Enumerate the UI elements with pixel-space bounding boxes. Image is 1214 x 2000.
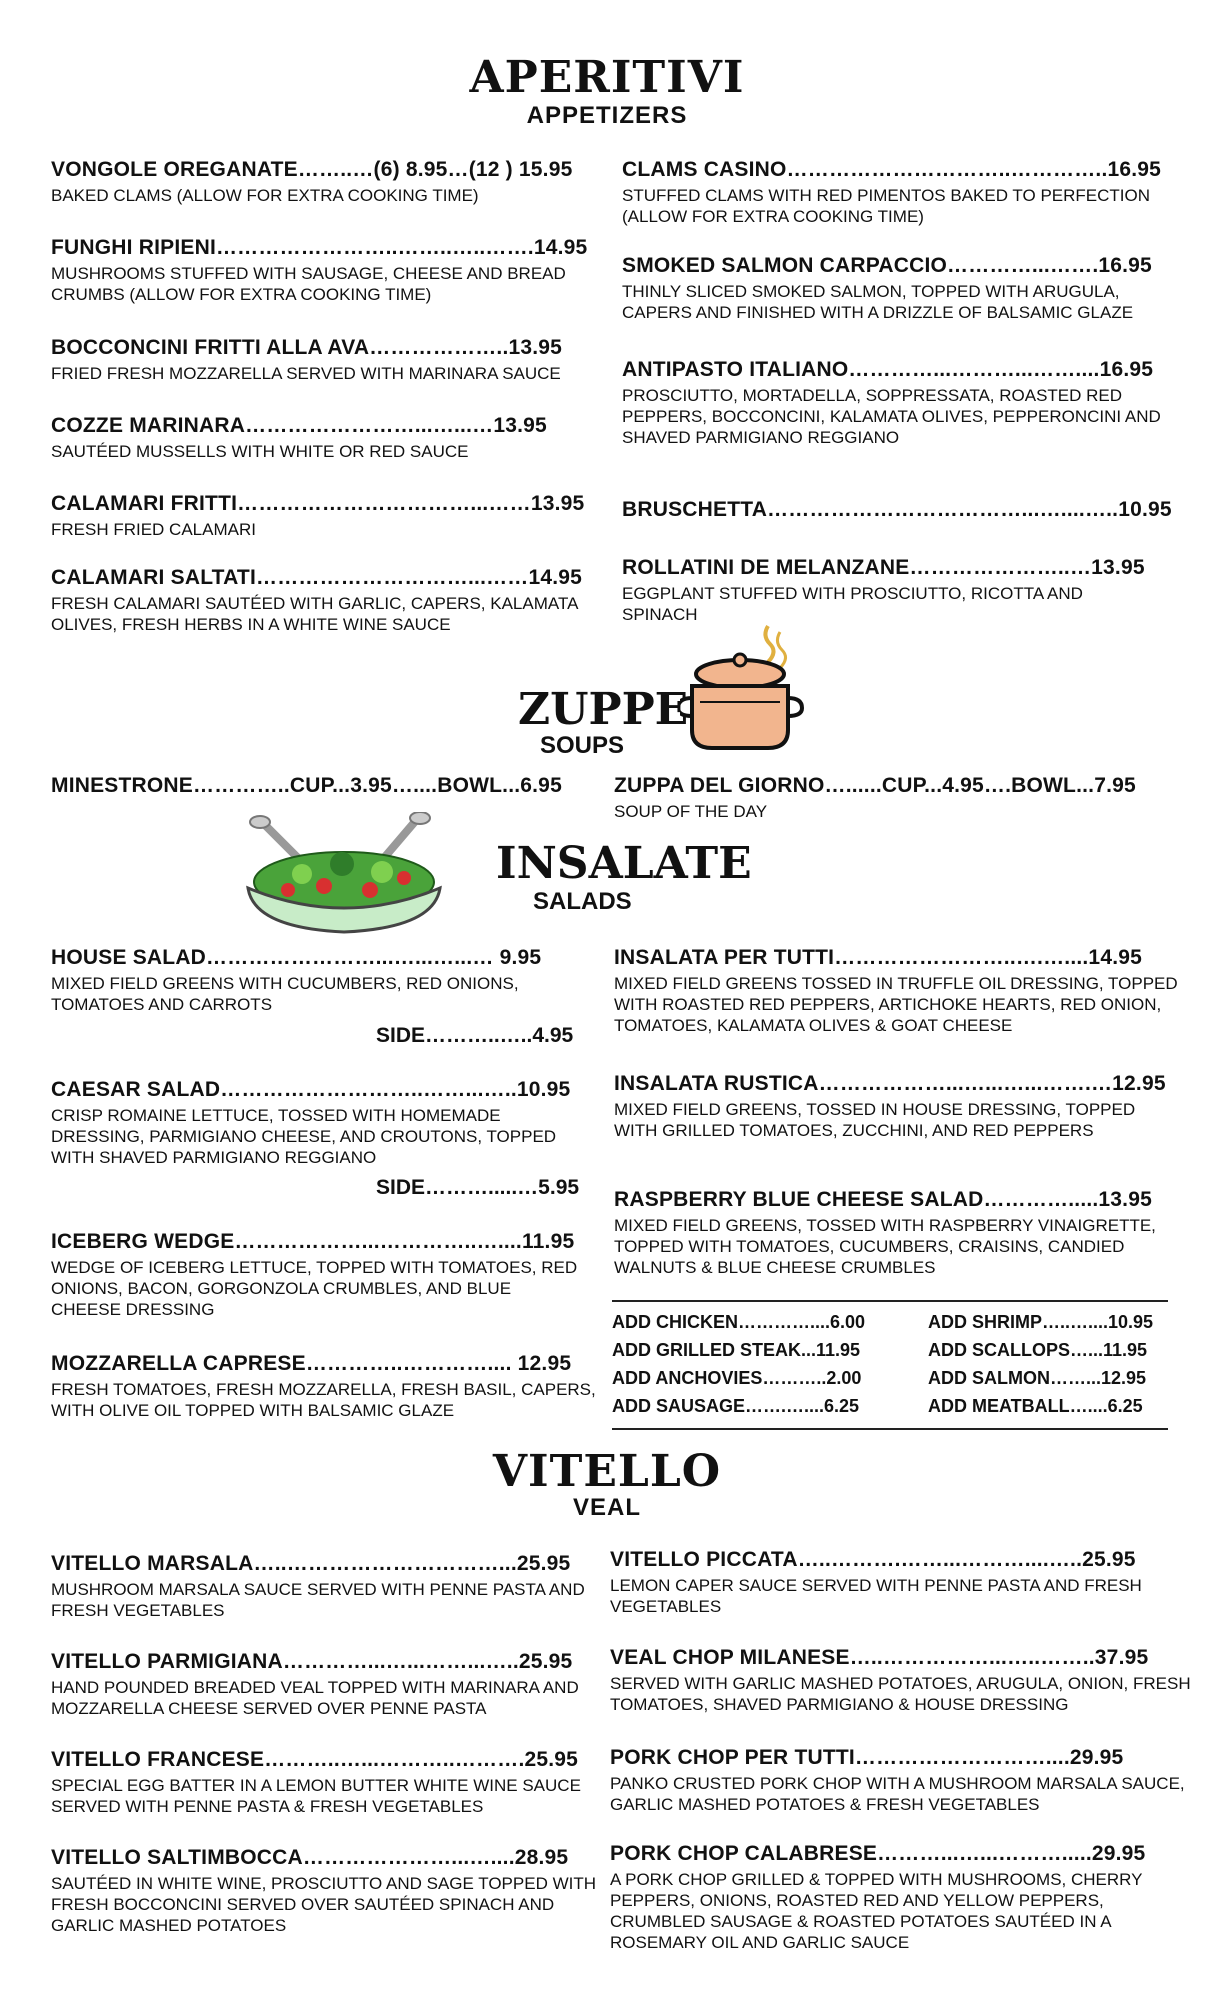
menu-item bbox=[614, 1188, 1194, 1278]
item-desc: MIXED FIELD GREENS TOSSED IN TRUFFLE OIL DRESSING, TOPPED WITH ROASTED RED PEPPERS, ARTICHOKE HEARTS, RED ONION, TOMATOES, KALAMATA OLIVES & GOAT CHEESE bbox=[614, 974, 1178, 1035]
item-name: HOUSE SALAD……………………...…...…...… 9.95 bbox=[51, 946, 542, 969]
item-name: VITELLO MARSALA…..…………………………...25.95 bbox=[51, 1552, 571, 1575]
item-name: CAESAR SALAD………………………..……...…..10.95 bbox=[51, 1078, 571, 1101]
item-desc: MIXED FIELD GREENS, TOSSED WITH RASPBERRY VINAIGRETTE, TOPPED WITH TOMATOES, CUCUMBERS, CRAISINS, CANDIED WALNUTS & BLUE CHEESE CRUMBLES bbox=[614, 1216, 1156, 1277]
zuppe-title: ZUPPE bbox=[518, 684, 689, 735]
addon-item: ADD MEATBALL…....6.25 bbox=[928, 1396, 1143, 1416]
menu-item bbox=[51, 1078, 571, 1168]
item-desc: MIXED FIELD GREENS, TOSSED IN HOUSE DRESSING, TOPPED WITH GRILLED TOMATOES, ZUCCHINI, AND RED PEPPERS bbox=[614, 1100, 1136, 1140]
menu-item bbox=[51, 336, 611, 384]
vitello-subtitle: VEAL bbox=[572, 1494, 641, 1521]
insalate-subtitle: SALADS bbox=[533, 888, 632, 915]
addon-item: ADD SCALLOPS…...11.95 bbox=[928, 1340, 1148, 1360]
item-name: SMOKED SALMON CARPACCIO…………...…….16.95 bbox=[622, 254, 1152, 277]
item-name: MINESTRONE…………..CUP...3.95…....BOWL...6.95 bbox=[51, 774, 562, 797]
item-desc: LEMON CAPER SAUCE SERVED WITH PENNE PASTA AND FRESH VEGETABLES bbox=[610, 1576, 1142, 1616]
item-name: INSALATA PER TUTTI……………………..….…....14.95 bbox=[614, 946, 1142, 969]
item-name: CALAMARI SALTATI…………………………...……14.95 bbox=[51, 566, 583, 589]
item-desc: FRIED FRESH MOZZARELLA SERVED WITH MARINARA SAUCE bbox=[51, 364, 561, 383]
item-desc: FRESH TOMATOES, FRESH MOZZARELLA, FRESH BASIL, CAPERS, WITH OLIVE OIL TOPPED WITH BALSAMIC GLAZE bbox=[51, 1380, 596, 1420]
addon-item: ADD GRILLED STEAK...11.95 bbox=[612, 1340, 861, 1360]
zuppe-subtitle: SOUPS bbox=[540, 732, 625, 759]
item-name: COZZE MARINARA……………………...…...…13.95 bbox=[51, 414, 547, 437]
addon-item: ADD ANCHOVIES………..2.00 bbox=[612, 1368, 862, 1388]
insalate-title: INSALATE bbox=[496, 838, 752, 889]
soup-pot-icon bbox=[680, 622, 810, 760]
item-desc: PANKO CRUSTED PORK CHOP WITH A MUSHROOM MARSALA SAUCE, GARLIC MASHED POTATOES & FRESH VEGETABLES bbox=[610, 1774, 1185, 1814]
menu-item bbox=[51, 1748, 611, 1817]
menu-item bbox=[51, 1650, 611, 1719]
item-desc: BAKED CLAMS (ALLOW FOR EXTRA COOKING TIME) bbox=[51, 186, 479, 205]
item-name: ANTIPASTO ITALIANO…………...………...……....16.95 bbox=[622, 358, 1154, 381]
item-desc: WEDGE OF ICEBERG LETTUCE, TOPPED WITH TOMATOES, RED ONIONS, BACON, GORGONZOLA CRUMBLES, AND BLUE CHEESE DRESSING bbox=[51, 1258, 578, 1319]
item-name: ZUPPA DEL GIORNO…......CUP...4.95….BOWL...7.95 bbox=[614, 774, 1136, 797]
item-desc: SAUTÉED MUSSELLS WITH WHITE OR RED SAUCE bbox=[51, 442, 469, 461]
menu-item bbox=[622, 556, 1145, 625]
item-desc: MUSHROOMS STUFFED WITH SAUSAGE, CHEESE AND BREAD CRUMBS (ALLOW FOR EXTRA COOKING TIME) bbox=[51, 264, 566, 304]
item-desc: HAND POUNDED BREADED VEAL TOPPED WITH MARINARA AND MOZZARELLA CHEESE SERVED OVER PENNE PASTA bbox=[51, 1678, 579, 1718]
item-name: CLAMS CASINO…………………………..…………..16.95 bbox=[622, 158, 1162, 181]
item-name: ROLLATINI DE MELANZANE…………………..…13.95 bbox=[622, 556, 1145, 579]
addon-item: ADD SALMON……...12.95 bbox=[928, 1368, 1147, 1388]
item-name: VONGOLE OREGANATE……..…(6) 8.95…(12 ) 15.95 bbox=[51, 158, 573, 181]
aperitivi-title: APERITIVI bbox=[469, 52, 745, 103]
item-name: VITELLO FRANCESE………..…...………..……….25.95 bbox=[51, 1748, 579, 1771]
item-desc: SERVED WITH GARLIC MASHED POTATOES, ARUGULA, ONION, FRESH TOMATOES, SHAVED PARMIGIANO & HOUSE DRESSING bbox=[610, 1674, 1191, 1714]
item-desc: A PORK CHOP GRILLED & TOPPED WITH MUSHROOMS, CHERRY PEPPERS, ONIONS, ROASTED RED AND YELLOW PEPPERS, CRUMBLED SAUSAGE & ROASTED POTATOES SAUTÉED IN A ROSEMARY OIL AND GARLIC SAUCE bbox=[610, 1870, 1143, 1952]
item-name: MOZZARELLA CAPRESE…………..………….... 12.95 bbox=[51, 1352, 572, 1375]
menu-item bbox=[610, 1842, 1194, 1953]
menu-item bbox=[51, 236, 588, 305]
menu-item bbox=[51, 1352, 611, 1421]
item-name: VITELLO PARMIGIANA…………...…...……...…..25.95 bbox=[51, 1650, 573, 1673]
item-desc: THINLY SLICED SMOKED SALMON, TOPPED WITH ARUGULA, CAPERS AND FINISHED WITH A DRIZZLE OF BALSAMIC GLAZE bbox=[622, 282, 1134, 322]
menu-item bbox=[622, 498, 1192, 522]
menu-item bbox=[622, 254, 1192, 323]
item-name: VITELLO PICCATA…..……….……...………....…..25.95 bbox=[610, 1548, 1136, 1571]
item-name: BOCCONCINI FRITTI ALLA AVA………………..13.95 bbox=[51, 336, 563, 359]
item-desc: PROSCIUTTO, MORTADELLA, SOPPRESSATA, ROASTED RED PEPPERS, BOCCONCINI, KALAMATA OLIVES, PEPPERONCINI AND SHAVED PARMIGIANO REGGIANO bbox=[622, 386, 1161, 447]
menu-item bbox=[614, 946, 1194, 1036]
menu-item bbox=[51, 946, 611, 1015]
vitello-title: VITELLO bbox=[492, 1446, 722, 1497]
item-desc: FRESH FRIED CALAMARI bbox=[51, 520, 256, 539]
item-name: VEAL CHOP MILANESE…..……………...…..……..37.95 bbox=[610, 1646, 1149, 1669]
item-desc: EGGPLANT STUFFED WITH PROSCIUTTO, RICOTTA AND SPINACH bbox=[622, 584, 1083, 624]
side-price: SIDE……….....…5.95 bbox=[376, 1176, 580, 1199]
item-name: BRUSCHETTA………………………………...…....…..10.95 bbox=[622, 498, 1172, 521]
menu-item bbox=[51, 566, 611, 635]
addon-item: ADD SHRIMP…..…....10.95 bbox=[928, 1312, 1154, 1332]
item-name: CALAMARI FRITTI……………………………...……13.95 bbox=[51, 492, 585, 515]
menu-item bbox=[610, 1746, 1194, 1815]
item-desc: SAUTÉED IN WHITE WINE, PROSCIUTTO AND SAGE TOPPED WITH FRESH BOCCONCINI SERVED OVER SAUTÉED SPINACH AND GARLIC MASHED POTATOES bbox=[51, 1874, 597, 1935]
menu-item bbox=[622, 358, 1192, 448]
menu-item bbox=[51, 1552, 591, 1621]
menu-item bbox=[610, 1646, 1194, 1715]
menu-item bbox=[51, 774, 611, 798]
menu-item bbox=[614, 774, 1194, 822]
item-name: PORK CHOP CALABRESE………...…...……….....29.95 bbox=[610, 1842, 1146, 1865]
item-desc: SPECIAL EGG BATTER IN A LEMON BUTTER WHITE WINE SAUCE SERVED WITH PENNE PASTA & FRESH VEGETABLES bbox=[51, 1776, 581, 1816]
item-name: RASPBERRY BLUE CHEESE SALAD………….....13.95 bbox=[614, 1188, 1152, 1211]
salad-bowl-icon bbox=[232, 812, 456, 942]
item-name: VITELLO SALTIMBOCCA…………………...…....28.95 bbox=[51, 1846, 569, 1869]
aperitivi-subtitle: APPETIZERS bbox=[526, 102, 688, 129]
item-name: PORK CHOP PER TUTTI………………………....29.95 bbox=[610, 1746, 1124, 1769]
addons-bottom-rule bbox=[612, 1428, 1168, 1430]
menu-item bbox=[51, 158, 611, 206]
addon-item: ADD CHICKEN…………....6.00 bbox=[612, 1312, 866, 1332]
addon-item: ADD SAUSAGE…….…....6.25 bbox=[612, 1396, 860, 1416]
item-name: INSALATA RUSTICA………………...…...…...…….…12.95 bbox=[614, 1072, 1166, 1095]
item-name: ICEBERG WEDGE………………...…………..…....11.95 bbox=[51, 1230, 575, 1253]
menu-item bbox=[614, 1072, 1174, 1141]
item-name: FUNGHI RIPIENI……………………..……..…..…….14.95 bbox=[51, 236, 588, 259]
side-price: SIDE………..…..4.95 bbox=[376, 1024, 574, 1047]
menu-item bbox=[51, 1846, 611, 1936]
menu-item bbox=[51, 492, 611, 540]
menu-item bbox=[622, 158, 1192, 227]
item-desc: FRESH CALAMARI SAUTÉED WITH GARLIC, CAPERS, KALAMATA OLIVES, FRESH HERBS IN A WHITE WINE SAUCE bbox=[51, 594, 578, 634]
menu-item bbox=[610, 1548, 1150, 1617]
addons-top-rule bbox=[612, 1300, 1168, 1302]
item-desc: MUSHROOM MARSALA SAUCE SERVED WITH PENNE PASTA AND FRESH VEGETABLES bbox=[51, 1580, 585, 1620]
menu-item bbox=[51, 1230, 581, 1320]
item-desc: STUFFED CLAMS WITH RED PIMENTOS BAKED TO PERFECTION (ALLOW FOR EXTRA COOKING TIME) bbox=[622, 186, 1151, 226]
menu-item bbox=[51, 414, 611, 462]
item-desc: MIXED FIELD GREENS WITH CUCUMBERS, RED ONIONS, TOMATOES AND CARROTS bbox=[51, 974, 519, 1014]
item-desc: CRISP ROMAINE LETTUCE, TOSSED WITH HOMEMADE DRESSING, PARMIGIANO CHEESE, AND CROUTONS, TOPPED WITH SHAVED PARMIGIANO REGGIANO bbox=[51, 1106, 557, 1167]
item-desc: SOUP OF THE DAY bbox=[614, 802, 768, 821]
